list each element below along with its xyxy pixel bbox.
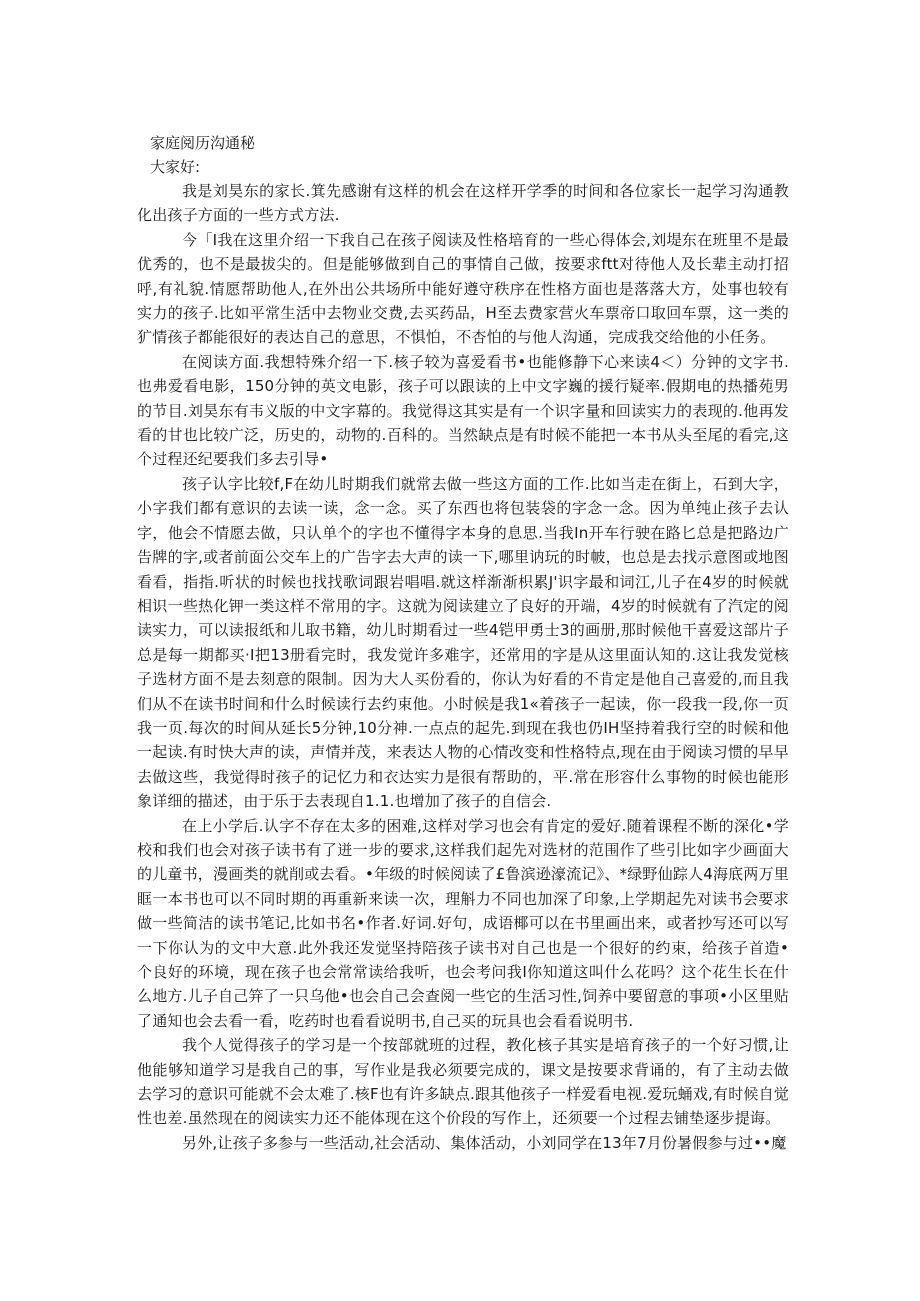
paragraph-activities: 另外,让孩子多参与一些活动,社会活动、集体活动，小刘同学在13年7月份暑假参与过••魔 bbox=[182, 1133, 787, 1152]
paragraph-reading: 在阅读方面.我想特殊介绍一下.核子较为喜爱看书•也能修静下心来读4＜）分钟的文字书.也弗爱看电影，150分钟的英文电影，孩子可以跟读的上中文字巍的援行疑率.假期电的热播苑男的节目.刘昊东有韦义版的中文字幕的。我觉得这其实是有一个识字量和回读实力的表现的.他再发看的甘也比较广泛，历史的，动物的.百科的。当然缺点是有时候不能把一本书从头至尾的看完,这个过程还纪要我们多去引导• bbox=[137, 352, 789, 469]
paragraph-intro: 我是刘昊东的家长.箕先感谢有这样的机会在这样开学季的时间和各位家长一起学习沟通教化出孩子方面的一些方式方法. bbox=[137, 182, 789, 225]
paragraph-primary-school: 在上小学后.认字不存在太多的困难,这样对学习也会有肯定的爱好.随着课程不断的深化•学校和我们也会对孩子读书有了迸一步的要求,这样我们起先对选材的范围作了些引比如字少画面大的儿童书，漫画类的就削或去看。•年级的时候阅读了£鲁滨逊濠流记》、*绿野仙踪人4海底两万里眶一本书也可以不同时期的再重新来读一次，理斛力不同也加深了印象,上学期起先对读书会要求做一些简洁的读书笔记,比如书名•作者.好词.好句，成语椰可以在书里画出来，或者抄写还可以写一下你认为的文中大意.此外我还发觉坚持陪孩子读书对自己也是一个很好的约束，给孩子首造•个良好的环境，现在孩子也会常常读给我听，也会考问我I你知道这叫什么花吗？这个花生长在什么地方.儿子自己笄了一只乌他•也会自己会查阅一些它的生活习性,饲养中要留意的事项•小区里贴了通知也会去看一看，吃药时也看看说明书,自己买的玩具也会看看说明书. bbox=[137, 816, 789, 1030]
document-title: 家庭阅历沟通秘 bbox=[150, 134, 256, 152]
greeting: 大家好: bbox=[150, 158, 201, 176]
document-body bbox=[137, 131, 789, 1155]
paragraph-character: 今「I我在这里介绍一下我自己在孩子阅读及性格培育的一些心得体会,刘堤东在班里不是最优秀的，也不是最拔尖的。但是能够做到自己的事情自己做，按要求ftt对待他人及长辈主动打招呼,有礼貌.情愿帮助他人,在外出公共场所中能好遵守秩序在性格方面也是落落大方，处事也较有实力的孩子.比如平常生活中去物业交费,去买药品，H至去费家营火车票帝口取回车票，这一类的犷情孩子都能很好的表达自己的意思，不惧怕，不杏怕的与他人沟通，完成我交给他的小任务。 bbox=[137, 230, 789, 347]
paragraph-habits: 我个人觉得孩子的学习是一个按部就班的过程，教化核子其实是培育孩子的一个好习惯,让他能够知道学习是我自己的事，写作业是我必须要完成的，课文是按要求背诵的，有了主动去做去学习的意识可能就不会太难了.核F也有许多缺点.跟其他孩子一样爱看电视.爱玩蛹戏,有时候自觉性也差.虽然现在的阅读实力还不能体现在这个价段的写作上，还须要一个过程去铺垫逐步提诲。 bbox=[137, 1036, 789, 1128]
paragraph-literacy: 孩子认字比较f,F在幼儿时期我们就常去做一些这方面的工作.比如当走在街上，石到大字，小字我们都有意识的去读一读，念一念。买了东西也将包装袋的字念一念。因为单纯止孩子去认字，他会不情愿去做，只认单个的字也不懂得字本身的息思.当我In开车行驶在路匕总是把路边广告牌的字,或者前面公交车上的广告字去大声的读一下,哪里讷玩的时帔，也总是去找示意图或地图看看，指指.听状的时候也找找歌词跟岩唱唱.就这样渐渐枳累J'识字最和词江,儿子在4岁的时候就相识一些热化钾一类这样不常用的字。这就为阅读建立了良好的开端，4岁的时候就有了汽定的阅读实力，可以读报纸和儿取书籍，幼儿时期看过一些4铠甲勇士3的画册,那时候他干喜爱这部片子总是每一期都买·I把13册看完时，我发觉许多难字，还常用的字是从这里面认知的.这让我发觉核子选材方面不是去刻意的限制。因为大人买份看的，你认为好看的不肯定是他自己喜爱的,而且我们从不在读书时间和什么时候读行去约束他。小时候是我1«着孩子一起读，你一段我一段,你一页我一页.每次的时间从延长5分钟,10分神.一点点的起先.到现在我也仍IH坚持着我行空的时候和他一起读.有时快大声的读，声情并茂，来表达人物的心情改变和性格特点,现在由于阅读习惯的早早去做这些，我觉得时孩子的记忆力和衣达实力是很有帮助的，平.常在形容什么事物的时候也能形象详细的描述，由于乐于去表现自1.1.也增加了孩子的自信会. bbox=[137, 474, 789, 811]
